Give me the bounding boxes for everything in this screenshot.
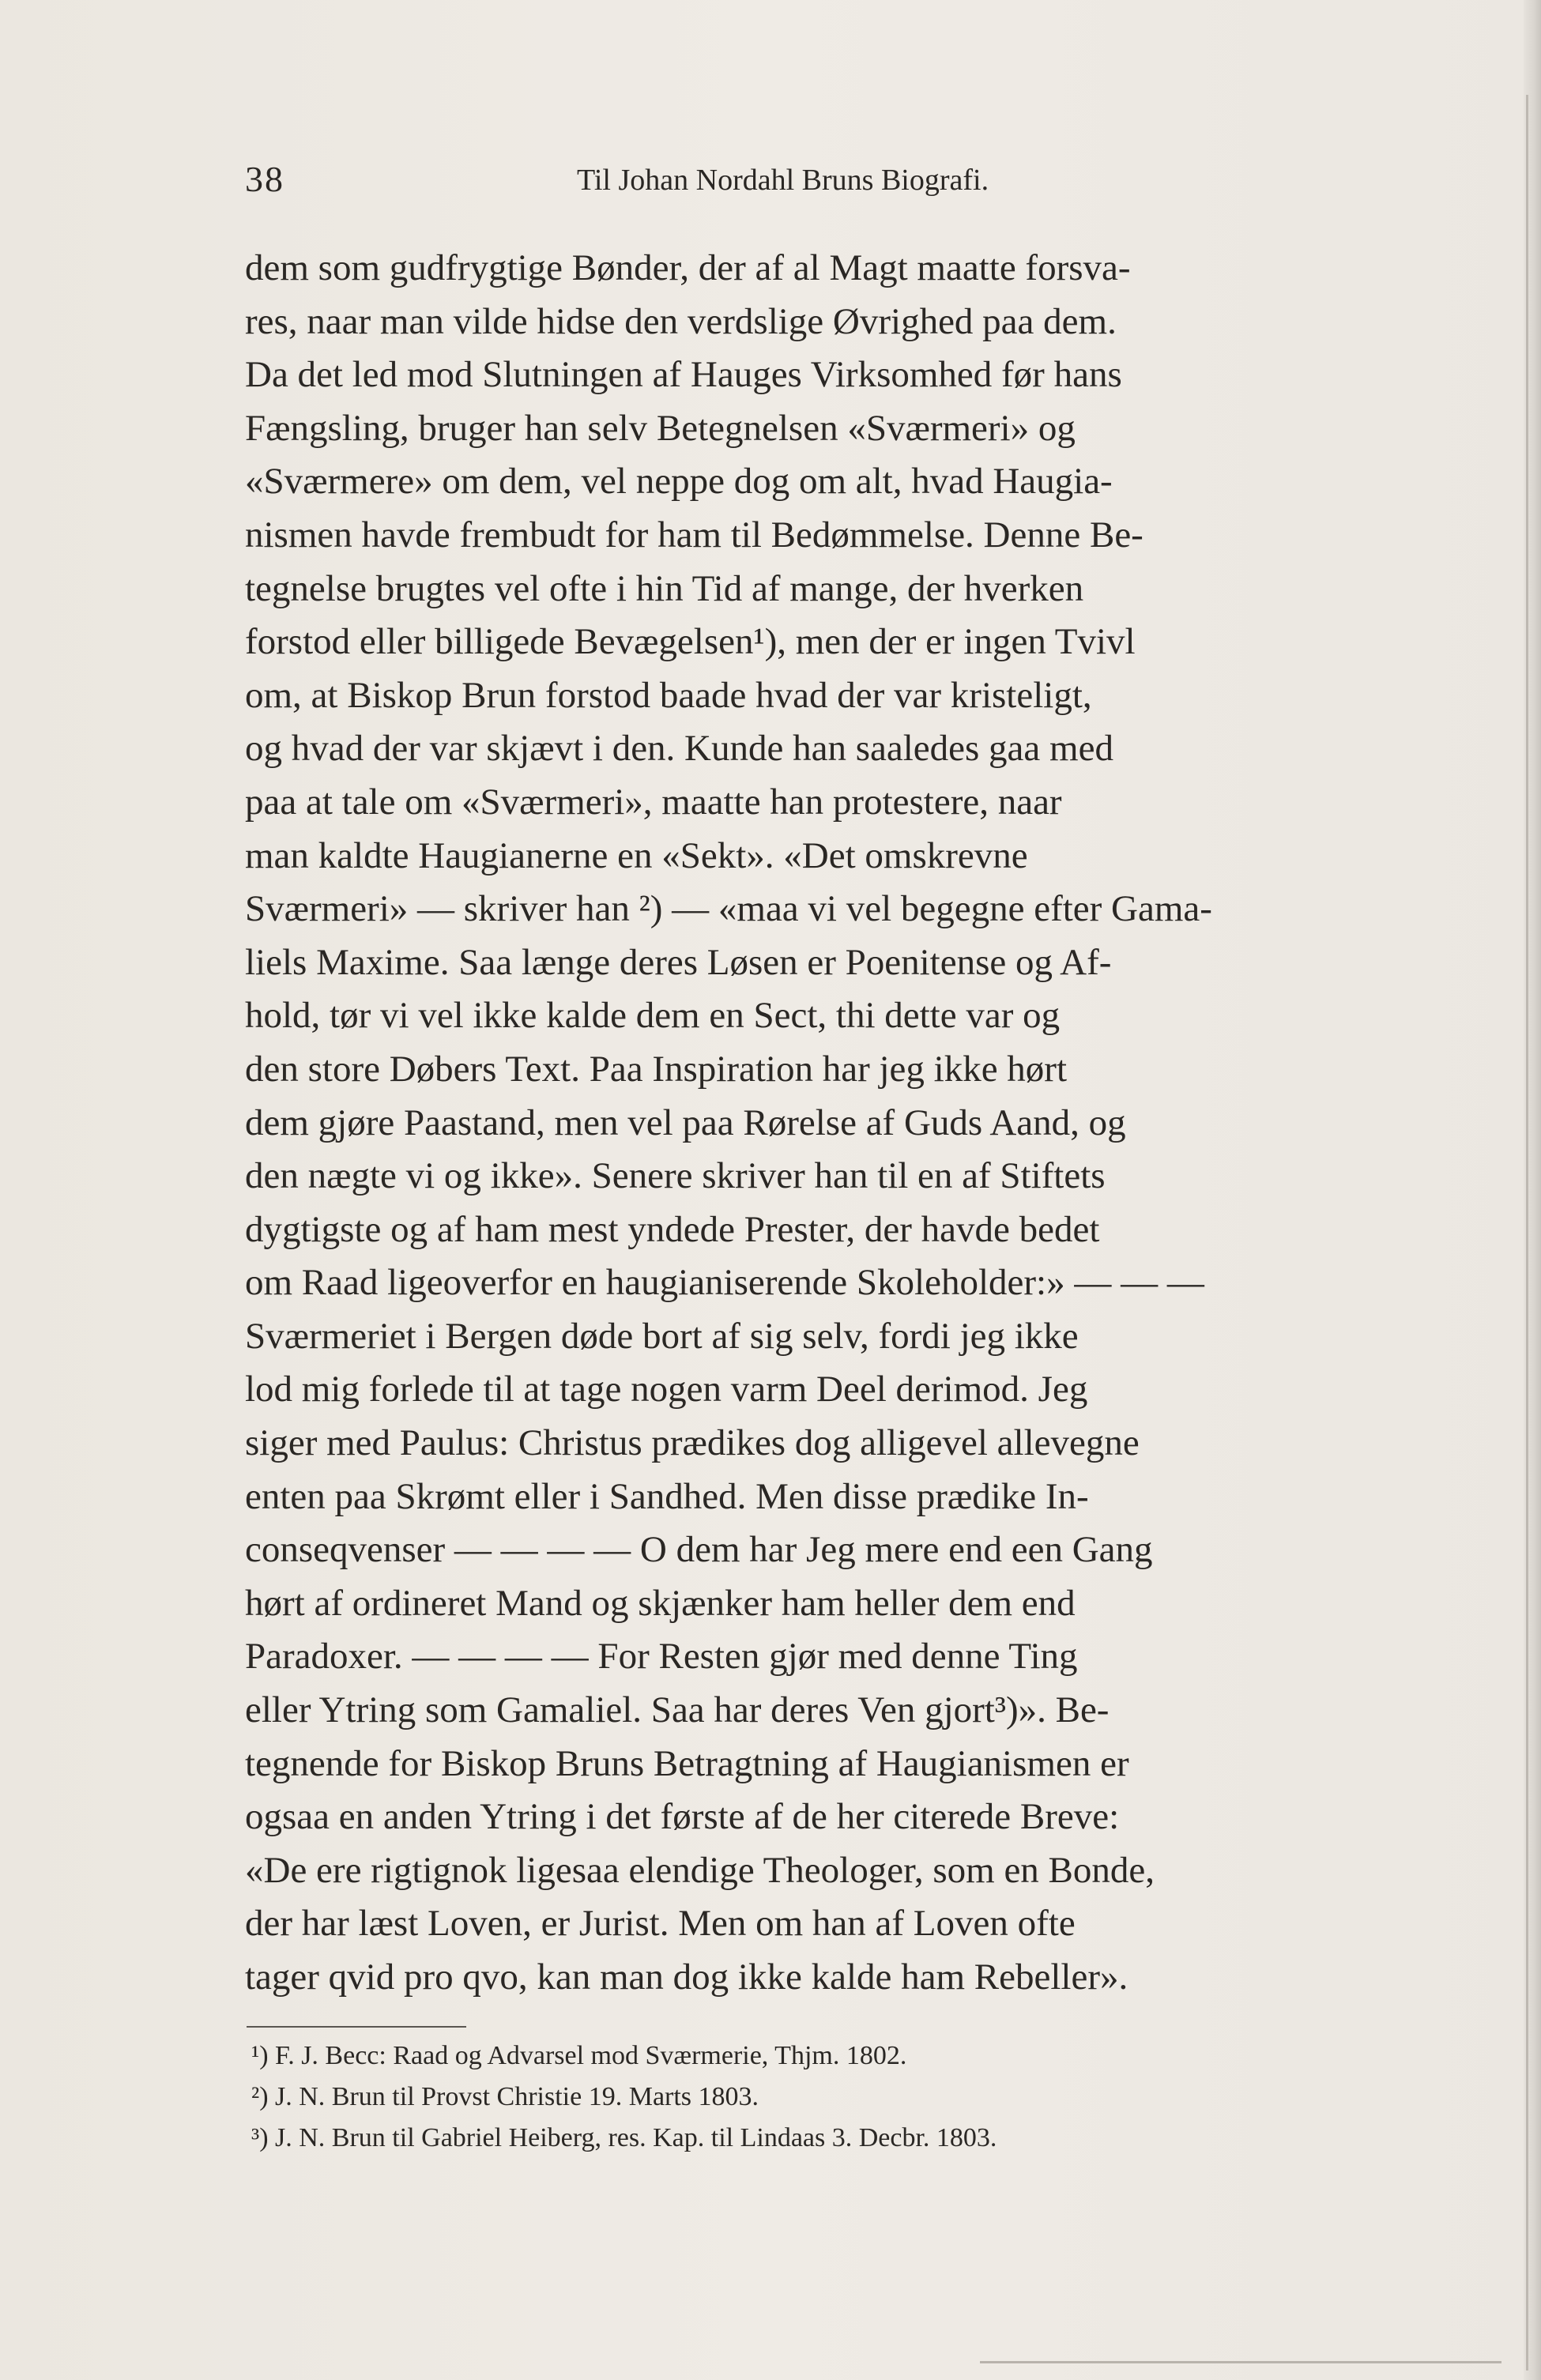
body-text [245,242,1446,2005]
footnote: ³) J. N. Brun til Gabriel Heiberg, res. Kap. til Lindaas 3. Decbr. 1803. [251,2123,997,2152]
text-line: dem gjøre Paastand, men vel paa Rørelse af Guds Aand, og [245,1102,1126,1143]
text-line: eller Ytring som Gamaliel. Saa har deres Ven gjort³)». Be- [245,1689,1110,1731]
text-line: om, at Biskop Brun forstod baade hvad der var kristeligt, [245,674,1092,716]
text-line: om Raad ligeoverfor en haugianiserende Skoleholder:» — — — [245,1262,1204,1304]
text-line: res, naar man vilde hidse den verdslige Øvrighed paa dem. [245,300,1117,342]
text-line: Fængsling, bruger han selv Betegnelsen «Sværmeri» og [245,407,1076,449]
text-line: conseqvenser — — — — O dem har Jeg mere end een Gang [245,1529,1153,1571]
text-line: dem som gudfrygtige Bønder, der af al Magt maatte forsva- [245,247,1131,288]
text-line: dygtigste og af ham mest yndede Prester, der havde bedet [245,1208,1100,1250]
footnotes [251,2035,1437,2159]
page-bottom-edge [980,2361,1501,2363]
text-line: enten paa Skrømt eller i Sandhed. Men disse prædike In- [245,1475,1089,1517]
text-line: Sværmeri» — skriver han ²) — «maa vi vel begegne efter Gama- [245,888,1212,930]
text-line: hold, tør vi vel ikke kalde dem en Sect, thi dette var og [245,995,1061,1037]
page-header [245,158,1454,205]
footnote: ²) J. N. Brun til Provst Christie 19. Marts 1803. [251,2082,759,2111]
text-line: den nægte vi og ikke». Senere skriver han til en af Stiftets [245,1155,1106,1197]
text-line: tager qvid pro qvo, kan man dog ikke kalde ham Rebeller». [245,1956,1128,1998]
text-line: der har læst Loven, er Jurist. Men om han af Loven ofte [245,1903,1076,1945]
text-line: Sværmeriet i Bergen døde bort af sig selv, fordi jeg ikke [245,1315,1079,1357]
text-line: «Sværmere» om dem, vel neppe dog om alt, hvad Haugia- [245,461,1113,503]
text-line: hørt af ordineret Mand og skjænker ham heller dem end [245,1582,1076,1624]
text-line: Paradoxer. — — — — For Resten gjør med denne Ting [245,1636,1078,1678]
text-line: forstod eller billigede Bevægelsen¹), men der er ingen Tvivl [245,621,1136,663]
page-number: 38 [245,159,284,199]
text-line: siger med Paulus: Christus prædikes dog alligevel allevegne [245,1422,1140,1464]
text-line: Da det led mod Slutningen af Hauges Virksomhed før hans [245,354,1122,396]
footnote-divider [247,2026,466,2028]
text-line: paa at tale om «Sværmeri», maatte han protestere, naar [245,781,1062,823]
page-edge-line [1526,95,1528,2371]
text-line: man kaldte Haugianerne en «Sekt». «Det omskrevne [245,834,1028,876]
footnote: ¹) F. J. Becc: Raad og Advarsel mod Sværmerie, Thjm. 1802. [251,2041,907,2070]
text-line: «De ere rigtignok ligesaa elendige Theologer, som en Bonde, [245,1849,1155,1891]
text-line: tegnende for Biskop Bruns Betragtning af Haugianismen er [245,1742,1129,1784]
text-line: ogsaa en anden Ytring i det første af de her citerede Breve: [245,1796,1120,1838]
text-line: nismen havde frembudt for ham til Bedømmelse. Denne Be- [245,514,1144,555]
text-line: lod mig forlede til at tage nogen varm Deel derimod. Jeg [245,1369,1088,1410]
text-line: den store Døbers Text. Paa Inspiration har jeg ikke hørt [245,1048,1068,1090]
text-line: liels Maxime. Saa længe deres Løsen er Poenitense og Af- [245,941,1112,983]
text-line: og hvad der var skjævt i den. Kunde han saaledes gaa med [245,728,1113,770]
text-line: tegnelse brugtes vel ofte i hin Tid af mange, der hverken [245,567,1084,609]
running-title: Til Johan Nordahl Bruns Biografi. [577,164,989,197]
